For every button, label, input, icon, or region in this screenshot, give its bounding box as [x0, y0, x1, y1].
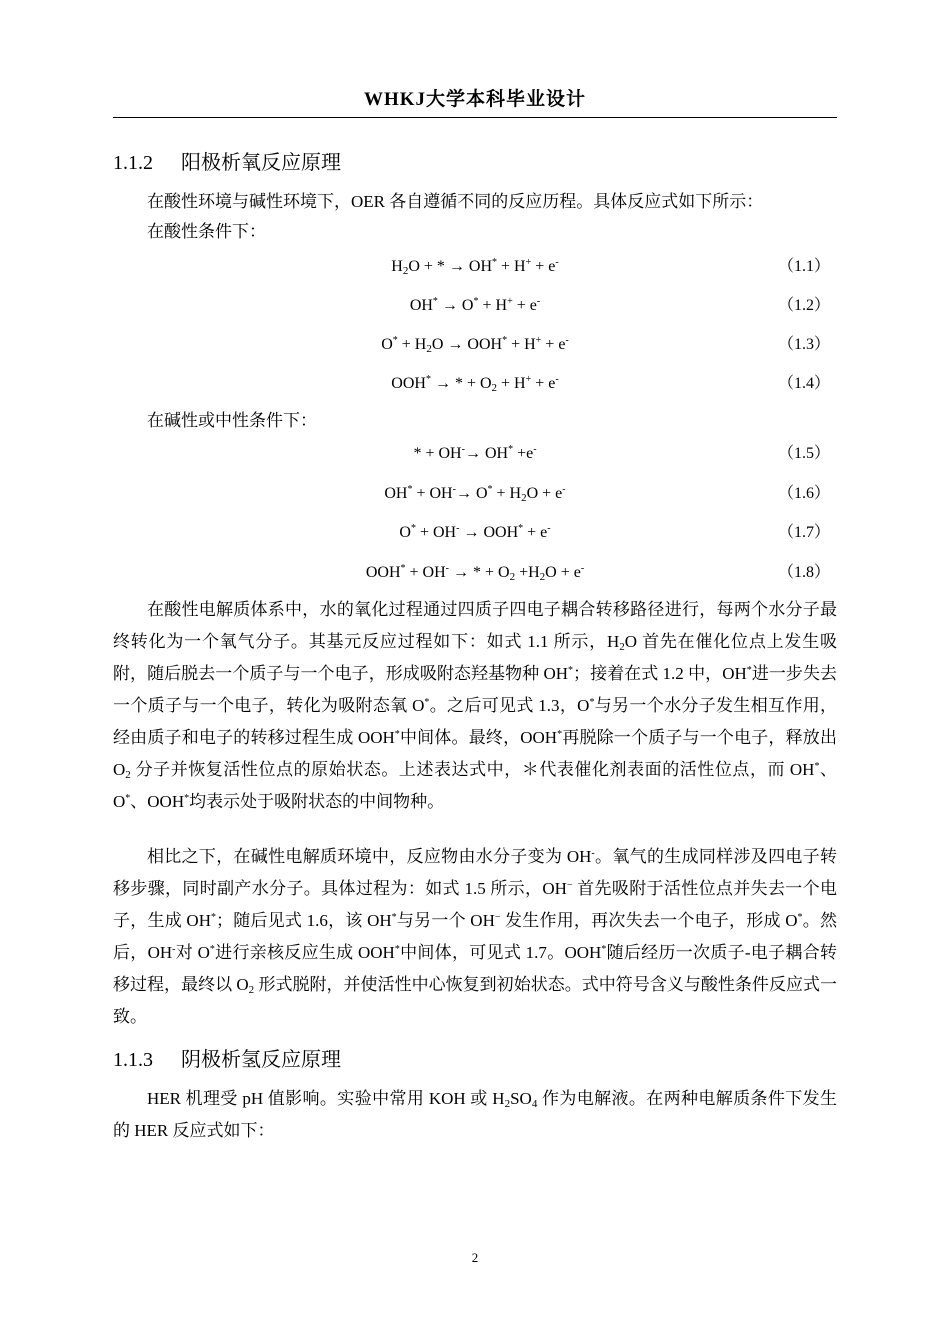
equation: O* + OH- → OOH* + e-: [399, 523, 551, 541]
equation: OOH* + OH- → * + $O_2 +H_2O + e^-$: [365, 563, 585, 583]
section-heading-oer: [113, 146, 341, 175]
paragraph-her-intro: HER 机理受 pH 值影响。实验中常用 KOH 或 $H_2SO_4$ 作为电解液。在两种电解质条件下发生的 HER 反应式如下：: [113, 1089, 837, 1140]
equation: * + OH-→ OH* +e-: [413, 444, 537, 462]
section-number: 1.1.3: [113, 1049, 153, 1071]
equation-number: （1.1）: [777, 258, 830, 275]
equation-number: （1.4）: [777, 375, 830, 392]
equation-number: （1.5）: [777, 445, 830, 462]
equation: OH* → O* + H+ + e-: [409, 296, 541, 314]
header-rule: [113, 117, 837, 118]
equation-number: （1.8）: [777, 564, 830, 581]
alkaline-condition-label: 在碱性或中性条件下：: [147, 411, 317, 430]
equation: $H_2O$ + * → OH* + H+ + e-: [391, 257, 559, 277]
section-title: 阳极析氧反应原理: [181, 152, 341, 174]
equation-number: （1.3）: [777, 336, 830, 353]
section-number: 1.1.2: [113, 152, 153, 174]
section-heading-her: [113, 1043, 341, 1072]
page-number: 2: [471, 1250, 479, 1265]
intro-line: 在酸性环境与碱性环境下，OER 各自遵循不同的反应历程。具体反应式如下所示：: [147, 192, 764, 211]
equation: $OH^* + OH^-\to O^* + H_2O + e^-$: [384, 484, 566, 504]
paragraph-alkaline-mechanism: 相比之下，在碱性电解质环境中，反应物由水分子变为 OH-。氧气的生成同样涉及四电子转移步骤，同时副产水分子。具体过程为：如式 1.5 所示，OH− 首先吸附于活性位点并失去一个电子，生成 OH*；随后见式 1.6，该 OH*与另一个 OH− 发生作用，再次失去一个电子，形成 O*。然后，OH-对 O*进行亲核反应生成 OOH*中间体，可见式 1.7。OOH*随后经历一次质子-电子耦合转移过程，最终以 $O_2$ 形式脱附，并使活性中心恢复到初始状态。式中符号含义与酸性条件反应式一致。: [113, 847, 838, 1026]
page-header-title: WHKJ大学本科毕业设计: [363, 89, 587, 110]
equation: OOH* → * + $O_2 + H^+ + e^-$: [391, 374, 559, 394]
equation-number: （1.2）: [777, 297, 830, 314]
paragraph-acid-mechanism: 在酸性电解质体系中，水的氧化过程通过四质子四电子耦合转移路径进行，每两个水分子最终转化为一个氧气分子。其基元反应过程如下：如式 1.1 所示，$H_2O$ 首先在催化位点上发生吸附，随后脱去一个质子与一个电子，形成吸附态羟基物种 OH*；接着在式 1.2 中，OH*进一步失去一个质子与一个电子，转化为吸附态氧 O*。之后可见式 1.3，O*与另一个水分子发生相互作用，经由质子和电子的转移过程生成 OOH*中间体。最终，OOH*再脱除一个质子与一个电子，释放出 $O_2$ 分子并恢复活性位点的原始状态。上述表达式中，＊代表催化剂表面的活性位点，而 OH*、O*、OOH*均表示处于吸附状态的中间物种。: [113, 600, 838, 811]
equation: $O^* + H_2O \to OOH^* + H^+ + e^-$: [381, 335, 569, 355]
section-title: 阴极析氢反应原理: [181, 1049, 341, 1071]
equation-number: （1.7）: [777, 524, 830, 541]
equation-number: （1.6）: [777, 485, 830, 502]
acid-condition-label: 在酸性条件下：: [147, 222, 266, 241]
